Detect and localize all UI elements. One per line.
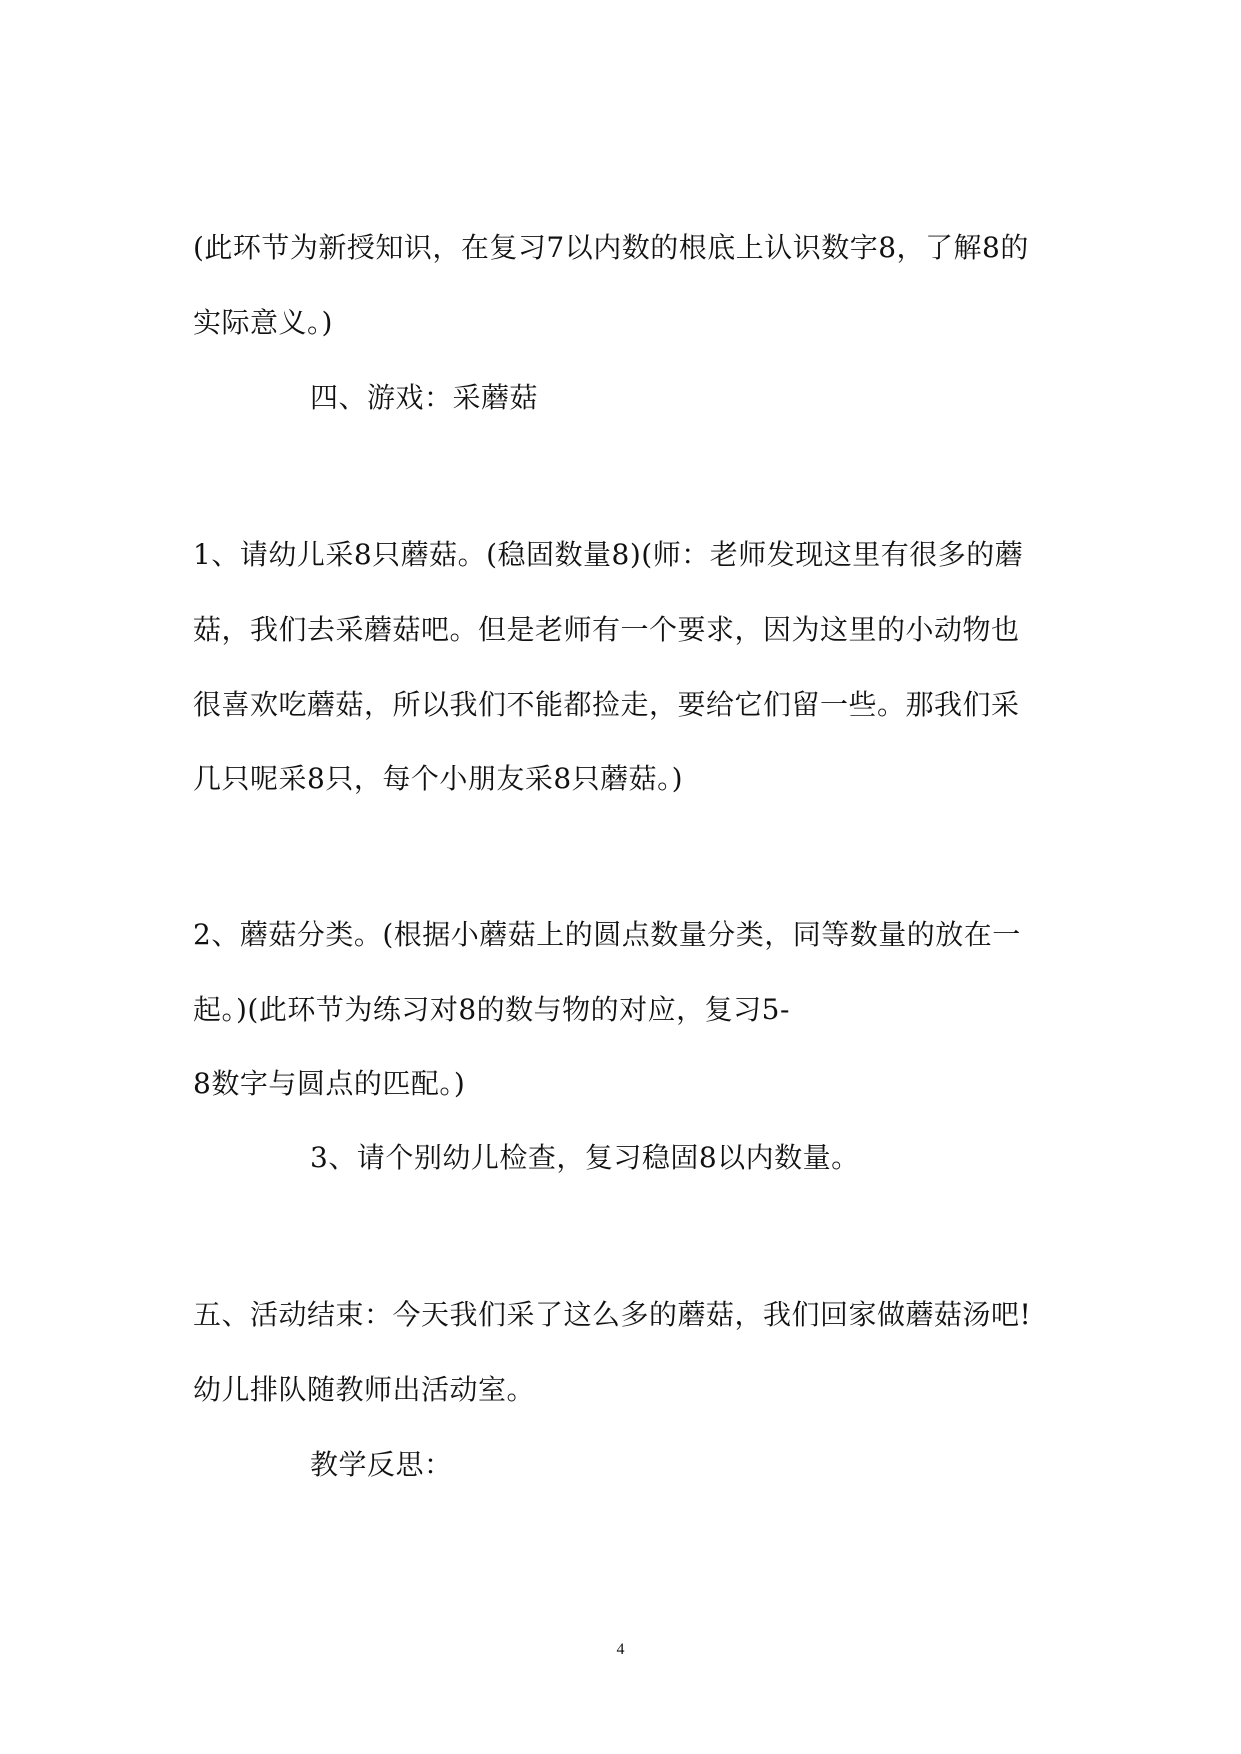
paragraph-line: 2、蘑菇分类。(根据小蘑菇上的圆点数量分类，同等数量的放在一 bbox=[193, 918, 1021, 951]
paragraph-line: 菇，我们去采蘑菇吧。但是老师有一个要求，因为这里的小动物也 bbox=[193, 613, 1020, 646]
paragraph-line: 3、请个别幼儿检查，复习稳固8以内数量。 bbox=[310, 1141, 860, 1174]
section-heading: 五、活动结束：今天我们采了这么多的蘑菇，我们回家做蘑菇汤吧! bbox=[193, 1298, 1032, 1331]
paragraph-line: 8数字与圆点的匹配。) bbox=[193, 1067, 466, 1100]
section-heading: 教学反思： bbox=[310, 1448, 453, 1481]
paragraph-line: 起。)(此环节为练习对8的数与物的对应，复习5- bbox=[193, 993, 790, 1026]
paragraph-line: 实际意义。) bbox=[193, 306, 333, 339]
page-number: 4 bbox=[616, 1641, 625, 1658]
section-heading: 四、游戏：采蘑菇 bbox=[310, 381, 539, 414]
paragraph-line: 幼儿排队随教师出活动室。 bbox=[193, 1373, 536, 1406]
paragraph-line: (此环节为新授知识，在复习7以内数的根底上认识数字8，了解8的 bbox=[193, 231, 1029, 264]
paragraph-line: 几只呢采8只，每个小朋友采8只蘑菇。) bbox=[193, 762, 684, 795]
paragraph-line: 很喜欢吃蘑菇，所以我们不能都捡走，要给它们留一些。那我们采 bbox=[193, 688, 1020, 721]
paragraph-line: 1、请幼儿采8只蘑菇。(稳固数量8)(师：老师发现这里有很多的蘑 bbox=[193, 538, 1024, 571]
